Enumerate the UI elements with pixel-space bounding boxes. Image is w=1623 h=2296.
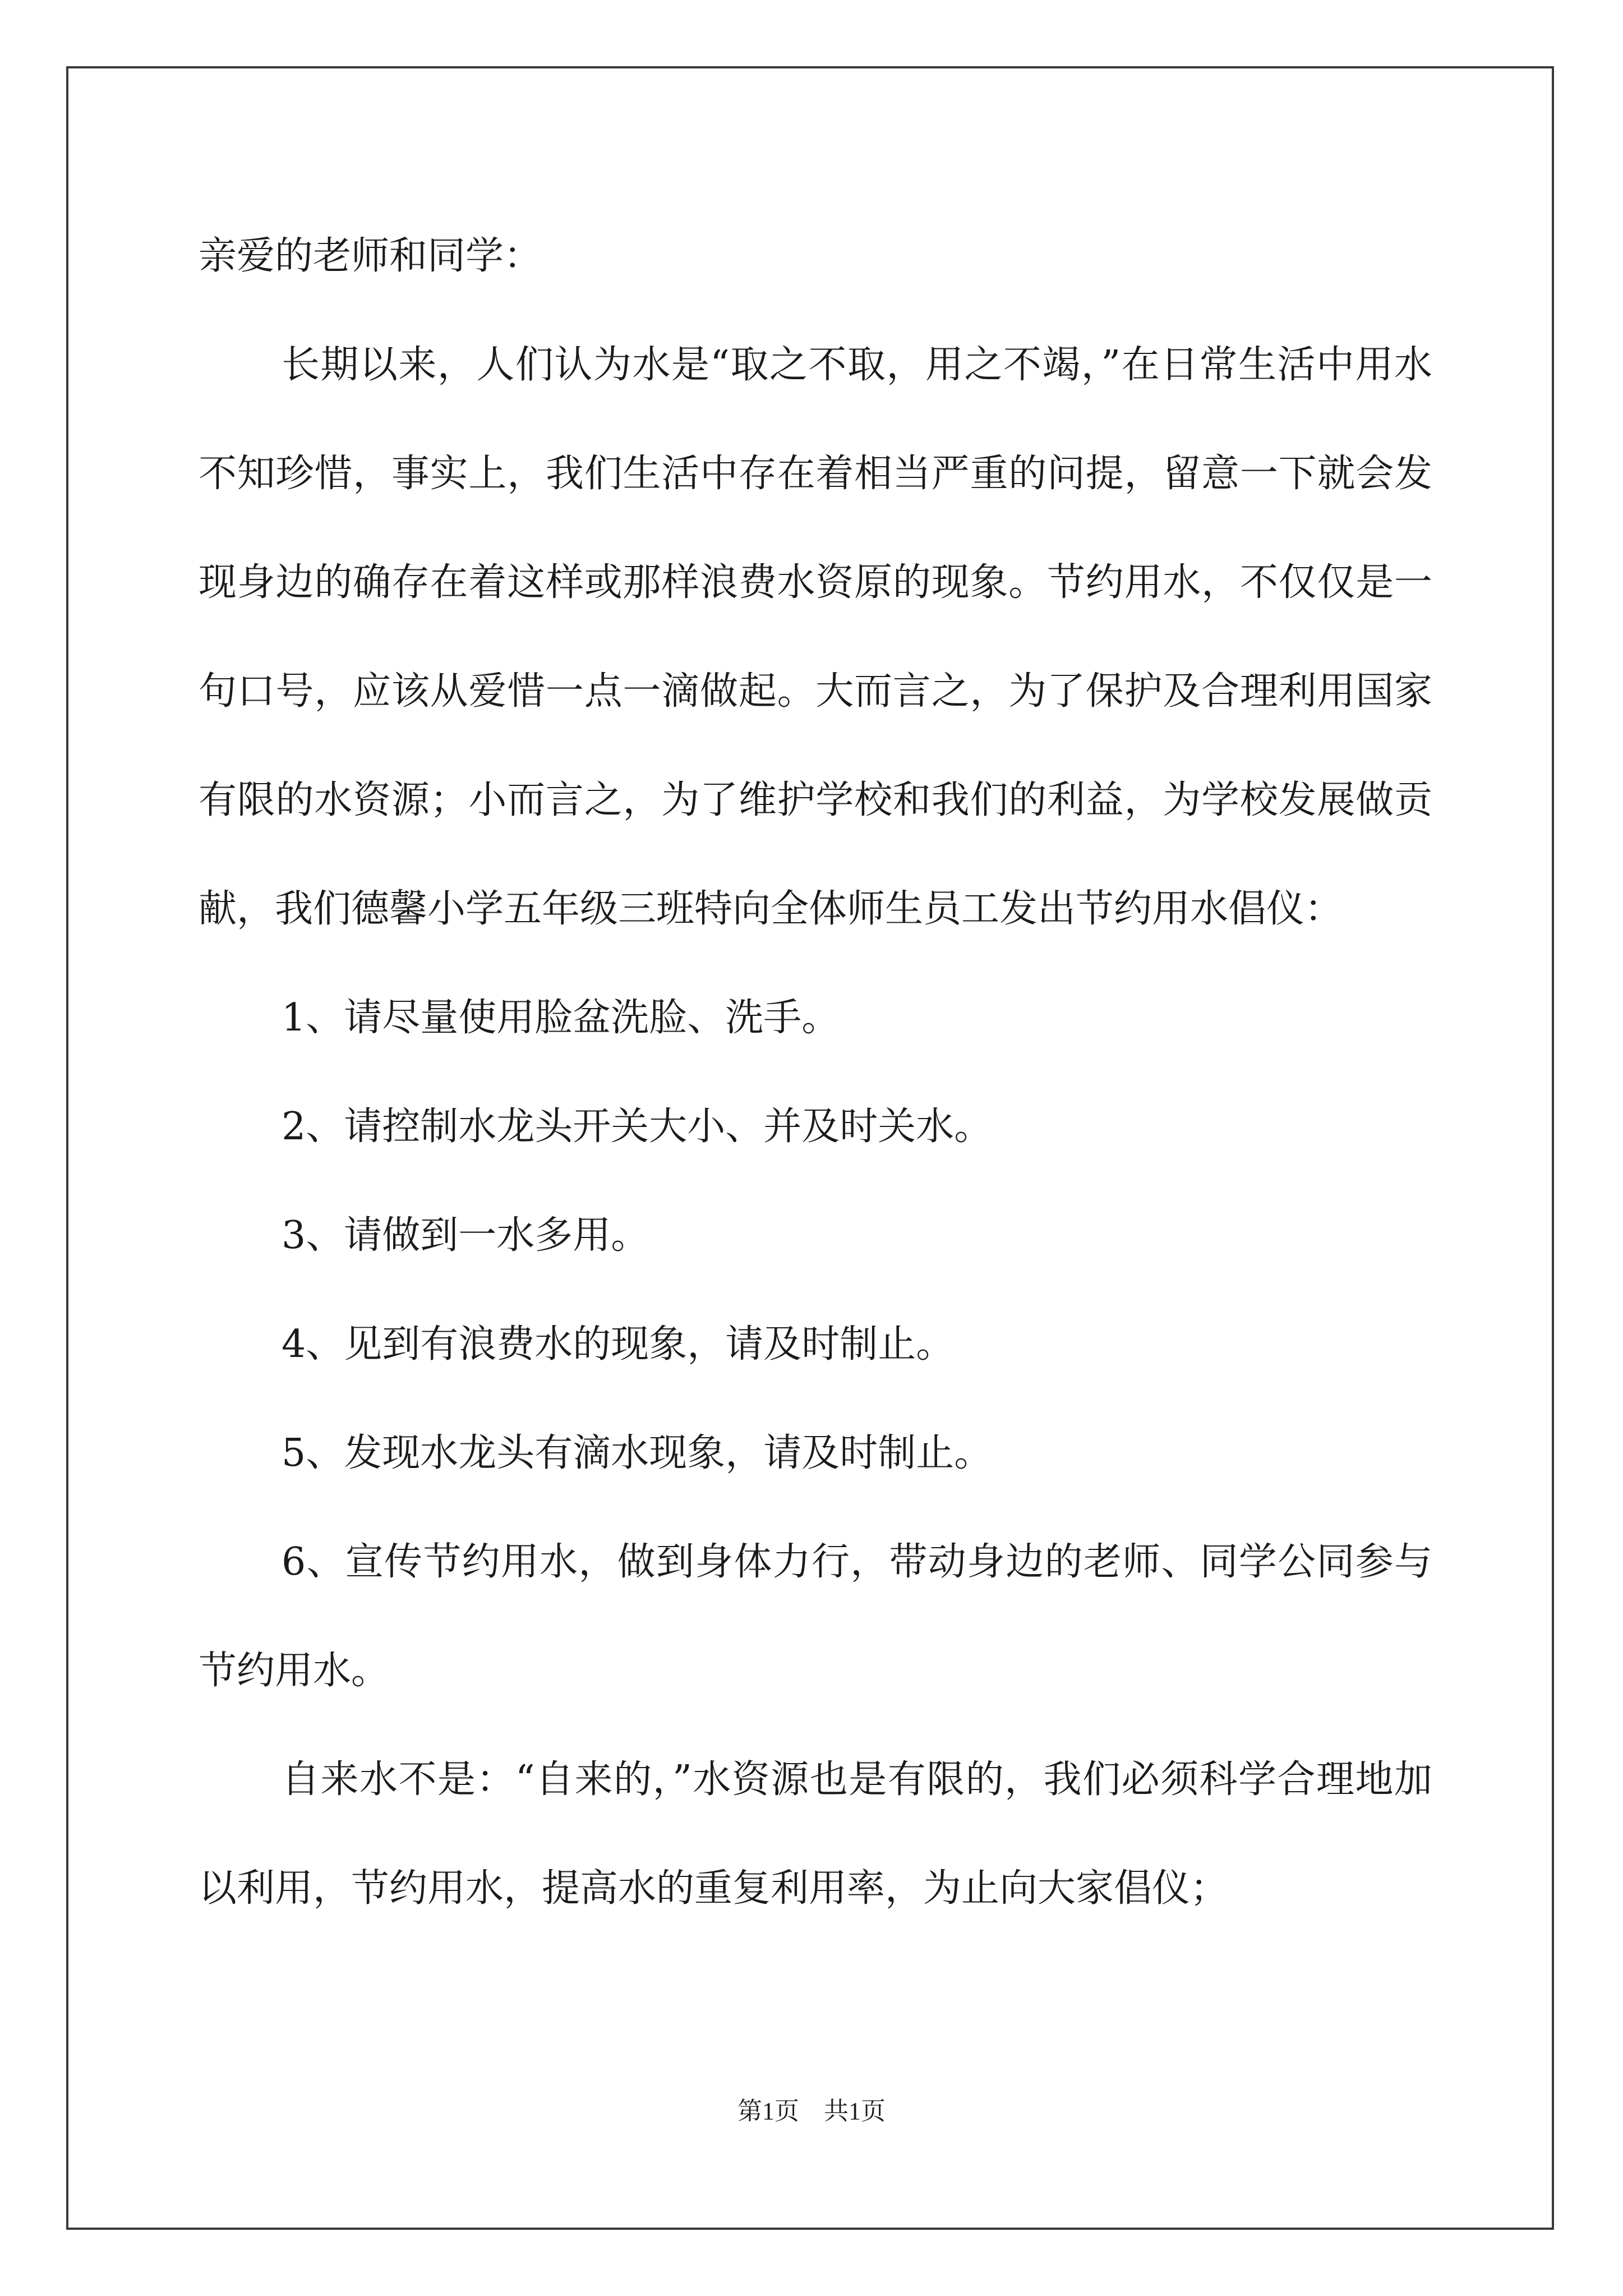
list-item-2: 2、请控制水龙头开关大小、并及时关水。	[282, 1105, 993, 1149]
list-item-4: 4、见到有浪费水的现象，请及时制止。	[282, 1322, 955, 1366]
page-number: 第1页	[737, 2097, 799, 2125]
document-body	[199, 202, 1432, 1943]
page-total: 共1页	[824, 2097, 886, 2125]
list-item-6: 6、宣传节约用水，做到身体力行，带动身边的老师、同学公同参与节约用水。	[199, 1540, 1432, 1693]
list-item-5: 5、发现水龙头有滴水现象，请及时制止。	[282, 1431, 993, 1475]
list-item-1: 1、请尽量使用脸盆洗脸、洗手。	[282, 996, 840, 1040]
paragraph-intro: 长期以来，人们认为水是“取之不取，用之不竭，”在日常生活中用水不知珍惜，事实上，我们生活中存在着相当严重的问提，留意一下就会发现身边的确存在着这样或那样浪费水资原的现象。节约用水，不仅仅是一句口号，应该从爱惜一点一滴做起。大而言之，为了保护及合理利用国家有限的水资源；小而言之，为了维护学校和我们的利益，为学校发展做贡献，我们德馨小学五年级三班特向全体师生员工发出节约用水倡仪：	[199, 343, 1432, 931]
list-item-3: 3、请做到一水多用。	[282, 1213, 649, 1258]
paragraph-closing: 自来水不是：“自来的，”水资源也是有限的，我们必须科学合理地加以利用，节约用水，提高水的重复利用率，为止向大家倡仪；	[199, 1757, 1432, 1911]
salutation: 亲爱的老师和同学：	[199, 234, 542, 278]
page-footer	[0, 2095, 1623, 2128]
